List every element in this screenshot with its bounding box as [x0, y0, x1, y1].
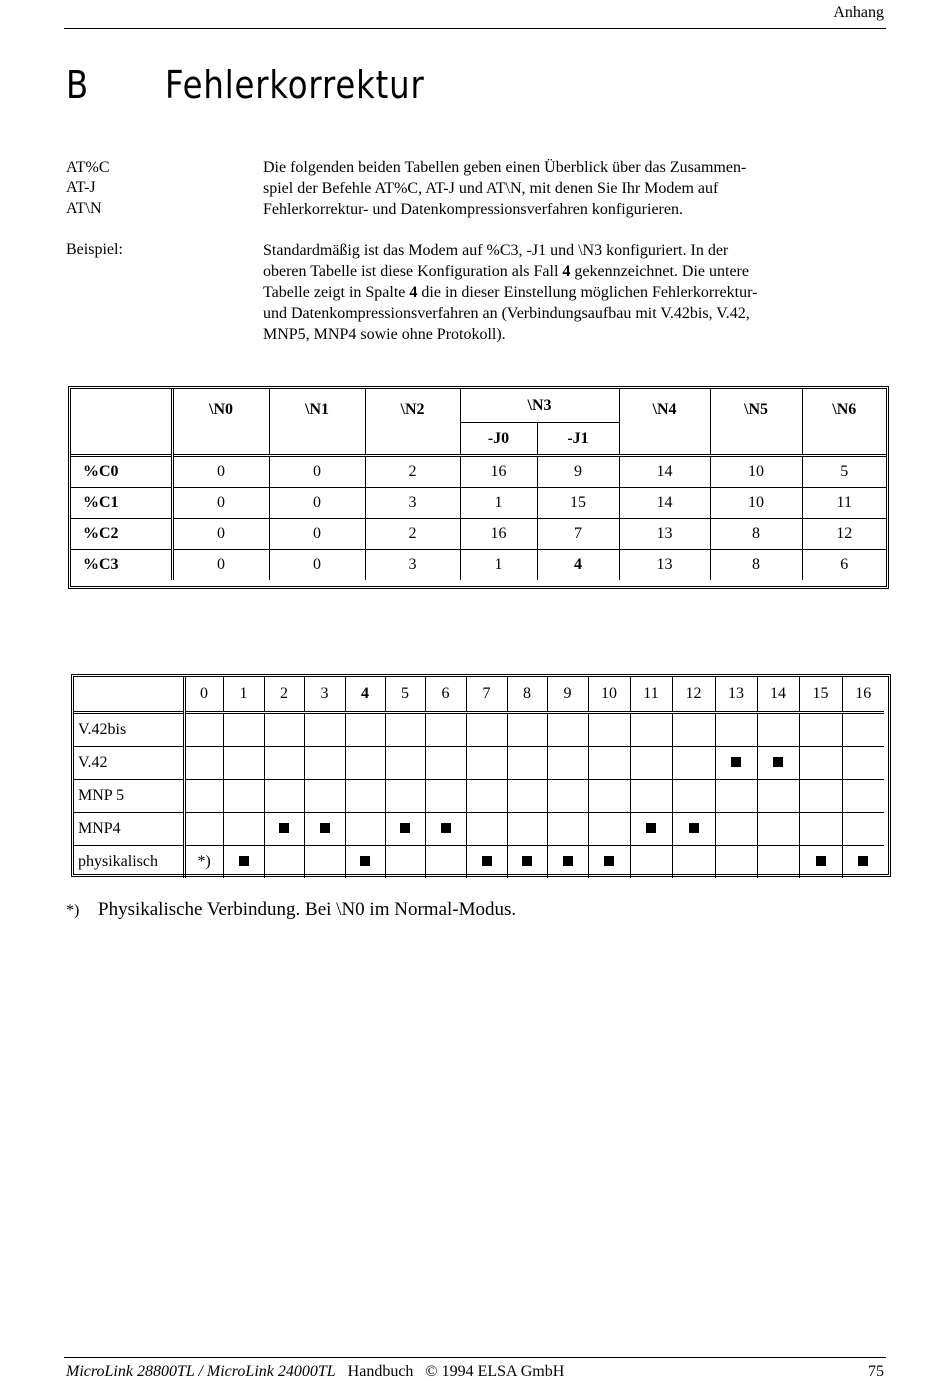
example-line: Tabelle zeigt in Spalte 4 die in dieser Einstellung möglichen Fehlerkorrektur- — [263, 284, 758, 301]
intro-line: Fehlerkorrektur- und Datenkompressionsverfahren konfigurieren. — [263, 201, 683, 218]
table-cell — [385, 780, 425, 813]
column-header: 15 — [799, 677, 842, 713]
chapter-letter: B — [66, 63, 89, 107]
example-label: Beispiel: — [66, 241, 123, 258]
column-header: 6 — [425, 677, 466, 713]
table-cell — [223, 747, 264, 780]
table-cell — [547, 846, 588, 879]
table-cell: 9 — [537, 456, 619, 488]
table-cell — [507, 780, 547, 813]
table-cell — [757, 747, 799, 780]
table-cell — [842, 780, 884, 813]
table-cell — [425, 813, 466, 846]
filled-square-icon — [522, 856, 532, 866]
column-header: 9 — [547, 677, 588, 713]
table-cell — [757, 846, 799, 879]
table-cell — [223, 713, 264, 747]
table-cell — [345, 747, 385, 780]
table-cell: 16 — [460, 456, 537, 488]
table-cell — [630, 747, 672, 780]
table-cell — [425, 747, 466, 780]
table-cell — [715, 780, 757, 813]
footer-copyright: © 1994 ELSA GmbH — [425, 1363, 565, 1380]
filled-square-icon — [482, 856, 492, 866]
table-cell — [842, 846, 884, 879]
table-cell — [304, 780, 345, 813]
table-cell: 15 — [537, 488, 619, 519]
intro-paragraph — [263, 157, 823, 220]
row-header: physikalisch — [74, 846, 184, 879]
column-header: 12 — [672, 677, 715, 713]
filled-square-icon — [400, 823, 410, 833]
filled-square-icon — [360, 856, 370, 866]
row-header: MNP4 — [74, 813, 184, 846]
running-header: Anhang — [833, 4, 884, 21]
table-cell — [799, 813, 842, 846]
footnote-text: Physikalische Verbindung. Bei \N0 im Normal-Modus. — [98, 899, 517, 920]
subcolumn-header: -J1 — [537, 423, 619, 456]
filled-square-icon — [604, 856, 614, 866]
table-cell: 0 — [269, 519, 365, 550]
table-cell — [466, 813, 507, 846]
table-cell: 12 — [802, 519, 886, 550]
table-cell — [715, 813, 757, 846]
column-header: \N5 — [710, 389, 802, 456]
column-header: \N2 — [365, 389, 460, 456]
column-header: \N0 — [172, 389, 269, 456]
table-cell — [385, 813, 425, 846]
table-cell: 3 — [365, 550, 460, 581]
table-cell — [223, 813, 264, 846]
table-cell — [547, 813, 588, 846]
filled-square-icon — [279, 823, 289, 833]
table-cell — [588, 713, 630, 747]
column-header: \N4 — [619, 389, 710, 456]
intro-line: spiel der Befehle AT%C, AT-J und AT\N, mit denen Sie Ihr Modem auf — [263, 180, 719, 197]
table-cell — [588, 813, 630, 846]
subcolumn-header: -J0 — [460, 423, 537, 456]
table-cell: 8 — [710, 550, 802, 581]
table-cell — [715, 846, 757, 879]
table-cell — [588, 846, 630, 879]
protocol-table — [71, 674, 891, 877]
column-header: 5 — [385, 677, 425, 713]
column-header: 14 — [757, 677, 799, 713]
footer-manual: Handbuch — [347, 1363, 414, 1380]
table-cell: 0 — [172, 550, 269, 581]
table-cell — [630, 780, 672, 813]
table-cell: 1 — [460, 488, 537, 519]
row-header: %C3 — [71, 550, 172, 581]
row-header: %C1 — [71, 488, 172, 519]
filled-square-icon — [816, 856, 826, 866]
column-header: 2 — [264, 677, 304, 713]
table-cell — [304, 713, 345, 747]
command-label: AT%C — [66, 159, 110, 176]
footnote-marker: *) — [66, 902, 80, 919]
table-cell: 2 — [365, 519, 460, 550]
table-cell — [425, 713, 466, 747]
table-cell — [588, 780, 630, 813]
table-cell — [672, 780, 715, 813]
table-cell — [715, 747, 757, 780]
example-line: und Datenkompressionsverfahren an (Verbindungsaufbau mit V.42bis, V.42, — [263, 305, 750, 322]
table-cell — [672, 713, 715, 747]
table-cell — [345, 780, 385, 813]
table-cell — [630, 846, 672, 879]
column-header: 0 — [184, 677, 223, 713]
table-cell — [507, 813, 547, 846]
table-cell — [304, 747, 345, 780]
table-cell — [842, 747, 884, 780]
filled-square-icon — [563, 856, 573, 866]
table-cell: 0 — [269, 550, 365, 581]
table-cell — [842, 713, 884, 747]
row-header: V.42bis — [74, 713, 184, 747]
table-cell — [799, 747, 842, 780]
table-cell — [385, 747, 425, 780]
filled-square-icon — [320, 823, 330, 833]
command-label: AT\N — [66, 200, 102, 217]
column-header: 7 — [466, 677, 507, 713]
table-cell — [264, 813, 304, 846]
column-header: \N1 — [269, 389, 365, 456]
table-cell — [345, 713, 385, 747]
table-cell: 6 — [802, 550, 886, 581]
table-cell — [223, 846, 264, 879]
table-cell: 14 — [619, 488, 710, 519]
column-header: \N6 — [802, 389, 886, 456]
table-cell — [842, 813, 884, 846]
table-cell — [799, 846, 842, 879]
column-header: 3 — [304, 677, 345, 713]
table-cell — [425, 846, 466, 879]
filled-square-icon — [646, 823, 656, 833]
table-cell — [345, 813, 385, 846]
row-header: %C0 — [71, 456, 172, 488]
table-cell: 14 — [619, 456, 710, 488]
filled-square-icon — [773, 757, 783, 767]
table-cell — [466, 780, 507, 813]
command-label: AT-J — [66, 179, 96, 196]
table-cell — [264, 780, 304, 813]
column-header: 1 — [223, 677, 264, 713]
configuration-table — [68, 386, 889, 589]
column-header: 16 — [842, 677, 884, 713]
table-cell — [466, 747, 507, 780]
table-cell — [264, 747, 304, 780]
filled-square-icon — [858, 856, 868, 866]
column-header: 4 — [345, 677, 385, 713]
table-cell — [757, 713, 799, 747]
table-cell: 1 — [460, 550, 537, 581]
table-cell — [672, 813, 715, 846]
table-cell — [184, 747, 223, 780]
row-header: %C2 — [71, 519, 172, 550]
table-cell — [547, 713, 588, 747]
table-cell: 0 — [172, 488, 269, 519]
table-cell — [799, 780, 842, 813]
table-cell: 16 — [460, 519, 537, 550]
filled-square-icon — [689, 823, 699, 833]
table-cell — [757, 813, 799, 846]
table-cell — [184, 813, 223, 846]
row-header: MNP 5 — [74, 780, 184, 813]
row-header: V.42 — [74, 747, 184, 780]
table-cell-highlight: 4 — [537, 550, 619, 581]
table-cell: 5 — [802, 456, 886, 488]
column-header: 8 — [507, 677, 547, 713]
table-cell — [385, 713, 425, 747]
table-cell — [385, 846, 425, 879]
table-cell: 0 — [269, 456, 365, 488]
table-cell — [672, 747, 715, 780]
example-paragraph — [263, 240, 823, 345]
example-line: MNP5, MNP4 sowie ohne Protokoll). — [263, 326, 506, 343]
table-cell — [630, 813, 672, 846]
table-cell: 10 — [710, 456, 802, 488]
filled-square-icon — [731, 757, 741, 767]
header-rule — [64, 28, 886, 29]
table-cell: 0 — [172, 519, 269, 550]
table-cell — [425, 780, 466, 813]
table-cell: 3 — [365, 488, 460, 519]
page-number: 75 — [868, 1363, 884, 1380]
column-header: 13 — [715, 677, 757, 713]
table-cell: 2 — [365, 456, 460, 488]
table-cell — [757, 780, 799, 813]
table-cell: 0 — [172, 456, 269, 488]
example-line: Standardmäßig ist das Modem auf %C3, -J1 und \N3 konfiguriert. In der — [263, 242, 729, 259]
table-cell — [547, 780, 588, 813]
example-line: oberen Tabelle ist diese Konfiguration als Fall 4 gekennzeichnet. Die untere — [263, 263, 749, 280]
intro-line: Die folgenden beiden Tabellen geben einen Überblick über das Zusammen- — [263, 159, 747, 176]
table-cell — [630, 713, 672, 747]
column-header: 11 — [630, 677, 672, 713]
footer-rule — [64, 1357, 886, 1358]
chapter-title: Fehlerkorrektur — [165, 63, 425, 107]
footer-text — [66, 1363, 564, 1381]
table-cell — [264, 713, 304, 747]
table-cell: 10 — [710, 488, 802, 519]
table-cell: 11 — [802, 488, 886, 519]
table-cell — [304, 846, 345, 879]
table-cell: *) — [184, 846, 223, 879]
filled-square-icon — [441, 823, 451, 833]
table-cell — [507, 846, 547, 879]
table-cell — [345, 846, 385, 879]
table-cell — [264, 846, 304, 879]
table-cell — [184, 713, 223, 747]
table-cell — [466, 713, 507, 747]
column-header: 10 — [588, 677, 630, 713]
table-cell: 7 — [537, 519, 619, 550]
table-cell — [223, 780, 264, 813]
column-header: \N3 — [460, 389, 619, 423]
table-cell — [715, 713, 757, 747]
table-cell — [304, 813, 345, 846]
table-cell: 13 — [619, 519, 710, 550]
table-cell: 13 — [619, 550, 710, 581]
table-cell — [799, 713, 842, 747]
filled-square-icon — [239, 856, 249, 866]
table-cell: 0 — [269, 488, 365, 519]
table-cell — [672, 846, 715, 879]
table-cell — [547, 747, 588, 780]
table-cell: 8 — [710, 519, 802, 550]
table-cell — [184, 780, 223, 813]
table-cell — [588, 747, 630, 780]
footer-product: MicroLink 28800TL / MicroLink 24000TL — [66, 1363, 336, 1380]
table-cell — [507, 747, 547, 780]
table-cell — [466, 846, 507, 879]
table-cell — [507, 713, 547, 747]
